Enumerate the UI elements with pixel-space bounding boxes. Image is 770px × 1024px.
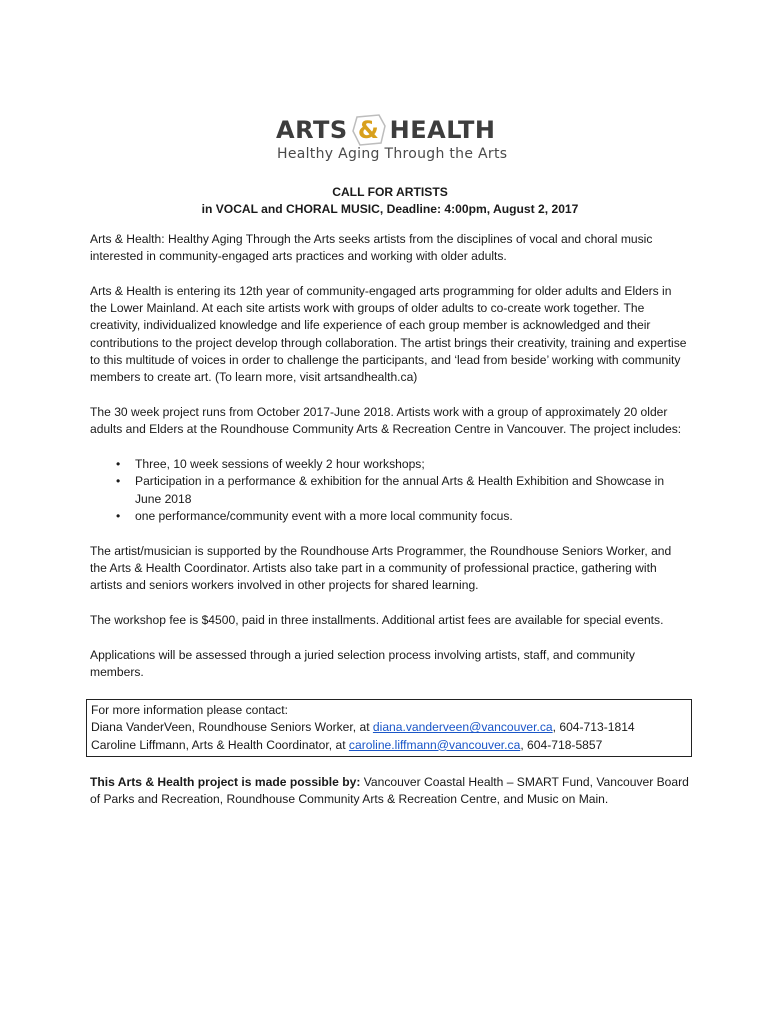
contact-box (86, 699, 692, 757)
support-paragraph: The artist/musician is supported by the Roundhouse Arts Programmer, the Roundhouse Seniors Worker, and the Arts & Health Coordinator. Artists also take part in a community of professional practice, gathering with artists and seniors workers involved in other projects for shared learning. (90, 543, 672, 593)
funding-text: Vancouver Coastal Health – SMART Fund, Vancouver Board of Parks and Recreation, Roundhouse Community Arts & Recreation Centre, and Music on Main. (90, 774, 689, 807)
document-heading (90, 184, 690, 219)
logo-health-word: HEALTH (389, 116, 496, 144)
document-body (90, 184, 690, 826)
bullet-icon: • (116, 474, 121, 489)
contact-diana: Diana VanderVeen, Roundhouse Seniors Worker, at diana.vanderveen@vancouver.ca, 604-713-1814 (91, 720, 635, 735)
diana-email-link[interactable]: diana.vanderveen@vancouver.ca (372, 720, 553, 735)
list-item: • Three, 10 week sessions of weekly 2 hour workshops; (135, 456, 690, 473)
logo-ampersand: & (357, 116, 380, 144)
logo-wordmark (276, 114, 495, 148)
list-item: • Participation in a performance & exhibition for the annual Arts & Health Exhibition and Showcase in June 2018 (116, 474, 665, 506)
bullet-icon: • (116, 508, 121, 523)
logo-tagline: Healthy Aging Through the Arts (277, 146, 508, 162)
logo-arts-word: ARTS (276, 116, 348, 144)
heading-subtitle: in VOCAL and CHORAL MUSIC, Deadline: 4:00pm, August 2, 2017 (201, 202, 579, 217)
contact-caroline: Caroline Liffmann, Arts & Health Coordinator, at caroline.liffmann@vancouver.ca, 604-718-5857 (91, 737, 603, 752)
project-includes-list (90, 456, 690, 525)
assessment-paragraph: Applications will be assessed through a juried selection process involving artists, staff, and community members. (90, 647, 635, 680)
funding-label: This Arts & Health project is made possible by: (90, 774, 361, 789)
contact-intro: For more information please contact: (91, 703, 288, 718)
heading-title: CALL FOR ARTISTS (332, 185, 448, 199)
bullet-icon: • (116, 457, 121, 472)
program-paragraph: Arts & Health is entering its 12th year of community-engaged arts programming for older adults and Elders in the Lower Mainland. At each site artists work with groups of older adults to co-create work together. The creativity, individualized knowledge and life experience of each group member is acknowledged and their contributions to the project develop through collaboration. The artist brings their creativity, training and expertise to this multitude of voices in order to challenge the participants, and ‘lead from beside’ working with community members to create art. (To learn more, visit artsandhealth.ca) (90, 283, 687, 385)
logo (0, 112, 770, 172)
project-paragraph: The 30 week project runs from October 2017-June 2018. Artists work with a group of approximately 20 older adults and Elders at the Roundhouse Community Arts & Recreation Centre in Vancouver. The project includes: (90, 404, 682, 437)
funding-paragraph (90, 774, 690, 809)
logo-ampersand-badge (352, 114, 386, 146)
list-item: • one performance/community event with a more local community focus. (135, 508, 690, 525)
fee-paragraph: The workshop fee is $4500, paid in three installments. Additional artist fees are available for special events. (90, 613, 664, 628)
intro-paragraph: Arts & Health: Healthy Aging Through the Arts seeks artists from the disciplines of vocal and choral music interested in community-engaged arts practices and working with older adults. (90, 231, 653, 263)
caroline-email-link[interactable]: caroline.liffmann@vancouver.ca (348, 737, 521, 752)
